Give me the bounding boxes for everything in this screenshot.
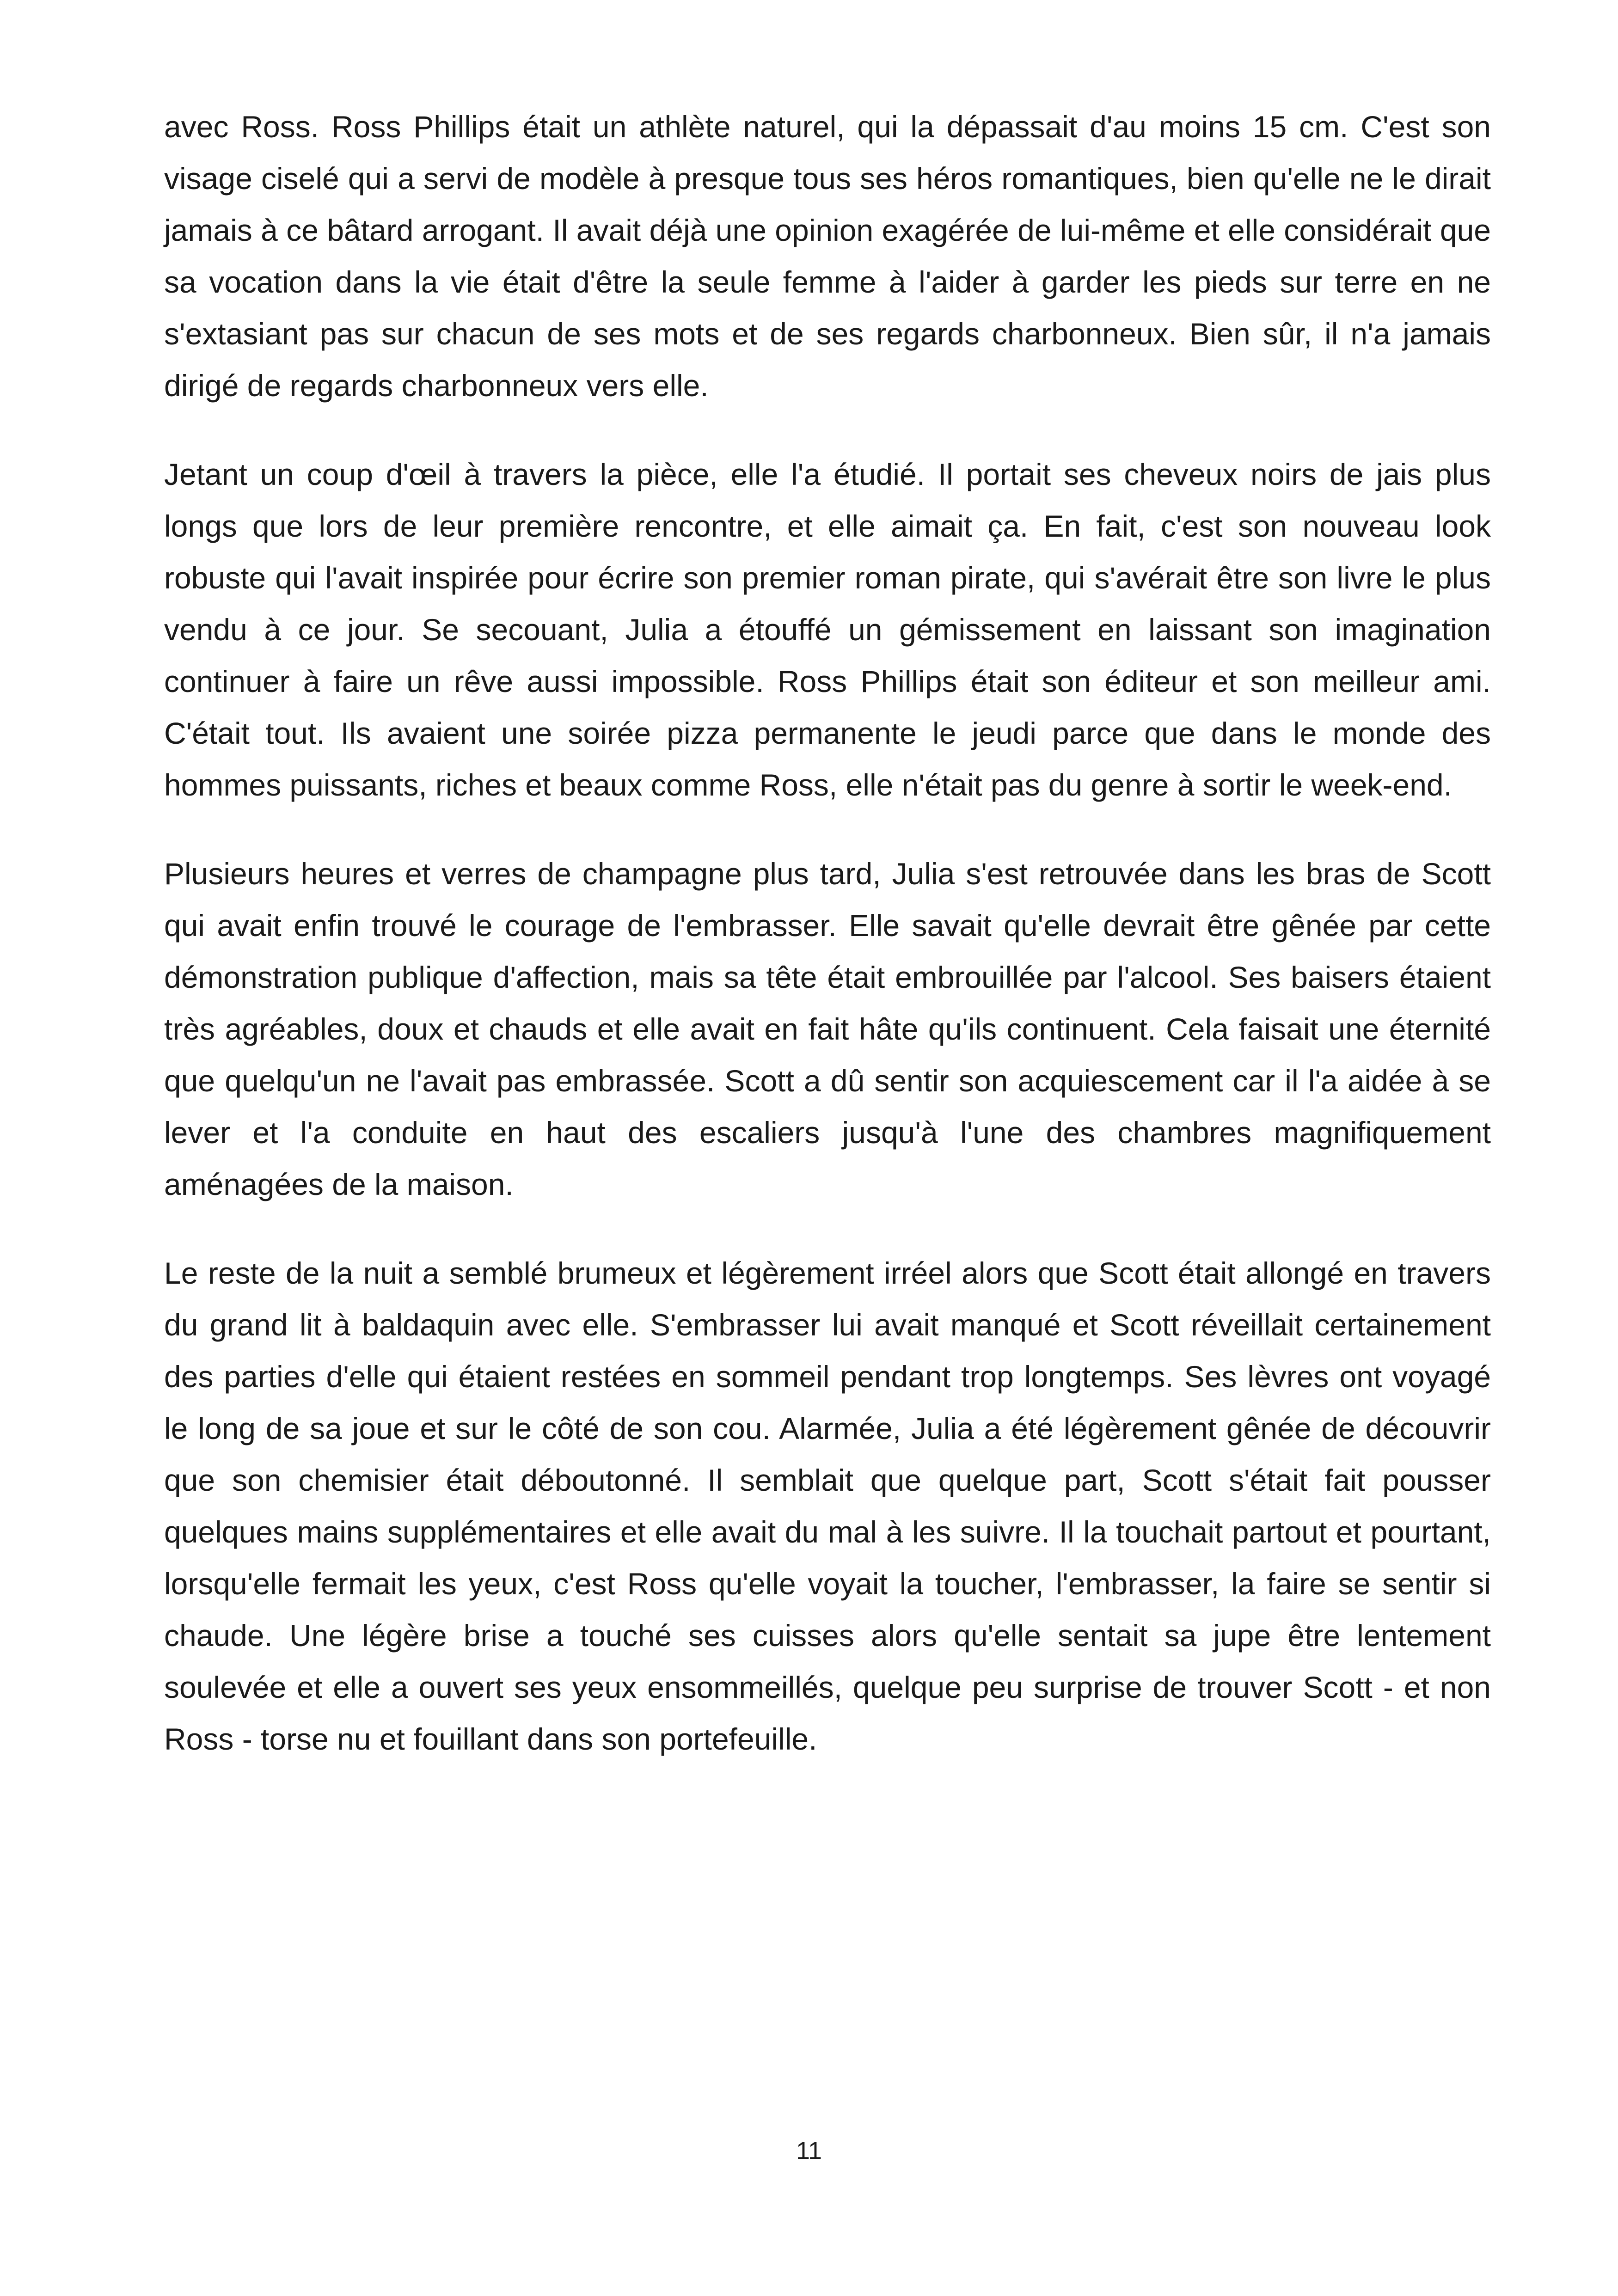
paragraph-1: avec Ross. Ross Phillips était un athlète naturel, qui la dépassait d'au moins 15 cm. C'est son visage ciselé qui a servi de modèle à presque tous ses héros romantiques, bien qu'elle ne le dirait jamais à ce bâtard arrogant. Il avait déjà une opinion exagérée de lui-même et elle considérait que sa vocation dans la vie était d'être la seule femme à l'aider à garder les pieds sur terre en ne s'extasiant pas sur chacun de ses mots et de ses regards charbonneux. Bien sûr, il n'a jamais dirigé de regards charbonneux vers elle. <box>164 110 1491 403</box>
page-number: 11 <box>796 2137 822 2165</box>
paragraph-4: Le reste de la nuit a semblé brumeux et légèrement irréel alors que Scott était allongé en travers du grand lit à baldaquin avec elle. S'embrasser lui avait manqué et Scott réveillait certainement des parties d'elle qui étaient restées en sommeil pendant trop longtemps. Ses lèvres ont voyagé le long de sa joue et sur le côté de son cou. Alarmée, Julia a été légèrement gênée de découvrir que son chemisier était déboutonné. Il semblait que quelque part, Scott s'était fait pousser quelques mains supplémentaires et elle avait du mal à les suivre. Il la touchait partout et pourtant, lorsqu'elle fermait les yeux, c'est Ross qu'elle voyait la toucher, l'embrasser, la faire se sentir si chaude. Une légère brise a touché ses cuisses alors qu'elle sentait sa jupe être lentement soulevée et elle a ouvert ses yeux ensommeillés, quelque peu surprise de trouver Scott - et non Ross - torse nu et fouillant dans son portefeuille. <box>164 1256 1491 1756</box>
paragraph-2: Jetant un coup d'œil à travers la pièce, elle l'a étudié. Il portait ses cheveux noirs de jais plus longs que lors de leur première rencontre, et elle aimait ça. En fait, c'est son nouveau look robuste qui l'avait inspirée pour écrire son premier roman pirate, qui s'avérait être son livre le plus vendu à ce jour. Se secouant, Julia a étouffé un gémissement en laissant son imagination continuer à faire un rêve aussi impossible. Ross Phillips était son éditeur et son meilleur ami. C'était tout. Ils avaient une soirée pizza permanente le jeudi parce que dans le monde des hommes puissants, riches et beaux comme Ross, elle n'était pas du genre à sortir le week-end. <box>164 457 1491 802</box>
paragraph-3: Plusieurs heures et verres de champagne plus tard, Julia s'est retrouvée dans les bras de Scott qui avait enfin trouvé le courage de l'embrasser. Elle savait qu'elle devrait être gênée par cette démonstration publique d'affection, mais sa tête était embrouillée par l'alcool. Ses baisers étaient très agréables, doux et chauds et elle avait en fait hâte qu'ils continuent. Cela faisait une éternité que quelqu'un ne l'avait pas embrassée. Scott a dû sentir son acquiescement car il l'a aidée à se lever et l'a conduite en haut des escaliers jusqu'à l'une des chambres magnifiquement aménagées de la maison. <box>164 857 1491 1201</box>
body-text <box>164 101 1491 1765</box>
